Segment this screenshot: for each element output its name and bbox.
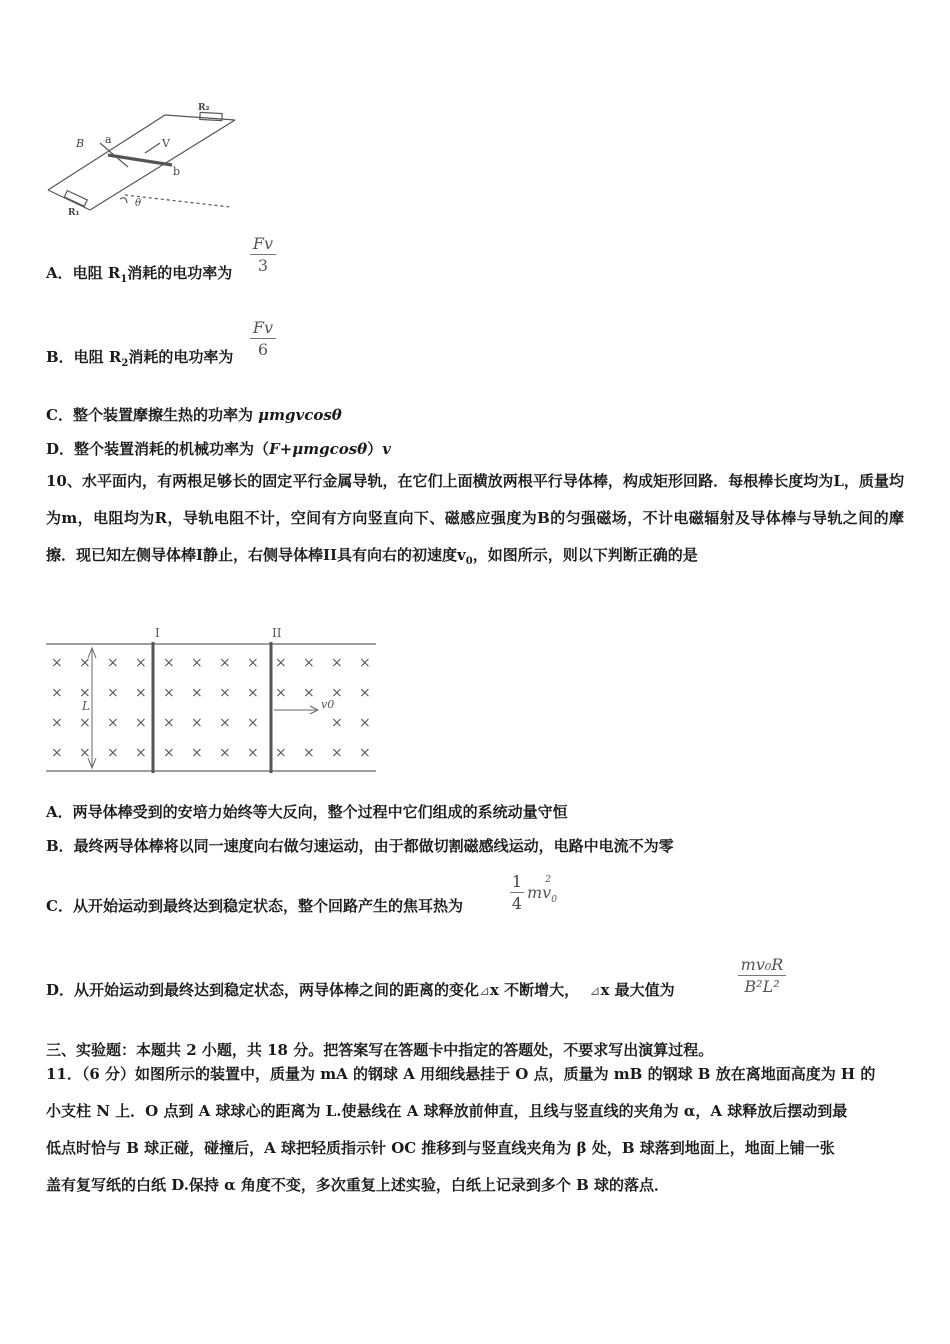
field-cross-mark: ×: [51, 655, 63, 671]
field-cross-mark: ×: [219, 685, 231, 701]
q9-option-a-denominator: 3: [257, 256, 269, 275]
q9-option-c-text: C．整个装置摩擦生热的功率为: [46, 406, 259, 424]
field-cross-mark: ×: [275, 745, 287, 761]
label-b-end: b: [173, 165, 181, 178]
q10-option-d-numerator: mv₀R: [740, 955, 784, 974]
q10-option-d-denominator: B²L²: [744, 977, 780, 996]
q10-option-d-fraction: [738, 955, 786, 996]
field-cross-mark: ×: [135, 655, 147, 671]
label-r2: R₂: [198, 103, 210, 113]
q9-option-c-expr: μmgvcosθ: [258, 406, 342, 424]
field-cross-mark: ×: [219, 655, 231, 671]
q11-line-2: 小支柱 N 上．O 点到 A 球球心的距离为 L.使悬线在 A 球释放前伸直，且线与竖直线的夹角为 α，A 球释放后摆动到最: [46, 1102, 848, 1120]
field-cross-mark: ×: [247, 655, 259, 671]
label-a: a: [105, 133, 112, 146]
field-cross-mark: ×: [191, 745, 203, 761]
q9-option-b: [46, 346, 233, 369]
field-cross-mark: ×: [303, 655, 315, 671]
field-cross-mark: ×: [135, 685, 147, 701]
field-cross-mark: ×: [275, 655, 287, 671]
q9-option-d-text: D．整个装置消耗的机械功率为（: [46, 440, 270, 458]
field-cross-mark: ×: [219, 745, 231, 761]
q9-option-d-close: ）: [367, 440, 383, 458]
field-cross-mark: ×: [247, 745, 259, 761]
field-cross-mark: ×: [135, 745, 147, 761]
field-cross-mark: ×: [331, 685, 343, 701]
q9-option-b-prefix: B．电阻 R: [46, 348, 122, 366]
field-cross-mark: ×: [303, 745, 315, 761]
q10-option-b: B．最终两导体棒将以同一速度向右做匀速运动，由于都做切割磁感线运动，电路中电流不为零: [46, 837, 674, 855]
field-cross-mark: ×: [163, 685, 175, 701]
magnetic-field-rails-diagram: [44, 620, 379, 780]
q9-option-b-denominator: 6: [257, 340, 269, 359]
field-cross-mark: ×: [79, 685, 91, 701]
q10-option-c-numerator: 1: [511, 872, 523, 891]
field-cross-mark: ×: [79, 745, 91, 761]
field-cross-mark: ×: [331, 715, 343, 731]
q9-option-b-suffix: 消耗的电功率为: [128, 348, 234, 366]
field-cross-mark: ×: [359, 745, 371, 761]
q10-option-d-delta2: ⊿: [589, 984, 601, 999]
field-cross-mark: ×: [303, 685, 315, 701]
field-cross-mark: ×: [107, 685, 119, 701]
field-cross-mark: ×: [135, 715, 147, 731]
field-cross-mark: ×: [51, 745, 63, 761]
rod-i-label: I: [155, 626, 160, 640]
q10-option-d-delta1: ⊿: [479, 984, 490, 999]
q10-stem: [46, 463, 904, 580]
q9-option-d-v: v: [382, 440, 391, 458]
q9-option-d: [46, 438, 391, 459]
q10-option-c: [46, 895, 463, 916]
field-cross-mark: ×: [359, 655, 371, 671]
q9-option-a-suffix: 消耗的电功率为: [127, 264, 233, 282]
q10-option-d: [46, 979, 675, 1000]
label-r1: R₁: [68, 208, 80, 218]
field-cross-mark: ×: [191, 715, 203, 731]
q10-option-c-text: C．从开始运动到最终达到稳定状态，整个回路产生的焦耳热为: [46, 897, 463, 915]
field-cross-mark: ×: [359, 685, 371, 701]
field-cross-mark: ×: [163, 655, 175, 671]
q9-option-a-prefix: A．电阻 R: [46, 264, 121, 282]
v0-label: v0: [321, 698, 335, 711]
field-cross-mark: ×: [247, 715, 259, 731]
q11-line-1: 11．（6 分）如图所示的装置中，质量为 mA 的钢球 A 用细线悬挂于 O 点，质量为 mB 的钢球 B 放在离地面高度为 H 的: [46, 1065, 876, 1083]
label-b-field: B: [76, 137, 85, 150]
q9-option-a-sub: 1: [120, 274, 128, 285]
length-l-label: L: [82, 699, 90, 713]
field-cross-mark: ×: [107, 745, 119, 761]
q10-option-d-text: D．从开始运动到最终达到稳定状态，两导体棒之间的距离的变化: [46, 981, 480, 999]
field-cross-mark: ×: [191, 655, 203, 671]
q11-line-4: 盖有复写纸的白纸 D.保持 α 角度不变，多次重复上述实验，白纸上记录到多个 B 球的落点．: [46, 1176, 670, 1194]
q10-option-c-denominator: 4: [511, 894, 523, 913]
section-3-heading: 三、实验题：本题共 2 小题，共 18 分。把答案写在答题卡中指定的答题处，不要求写出演算过程。: [46, 1041, 714, 1059]
rail-incline-diagram: [40, 95, 250, 225]
q10-option-c-sup: 2: [545, 875, 551, 885]
rod-ii-label: II: [272, 626, 282, 640]
q9-option-a-fraction: [250, 234, 276, 275]
q9-option-b-numerator: Fv: [252, 318, 274, 337]
q10-stem-end: ，如图所示，则以下判断正确的是: [472, 546, 698, 564]
field-cross-mark: ×: [107, 655, 119, 671]
q10-stem-sub: 0: [465, 556, 473, 567]
field-cross-mark: ×: [331, 745, 343, 761]
q10-option-c-mv: mv: [527, 883, 552, 902]
q9-option-a-numerator: Fv: [252, 234, 274, 253]
field-cross-mark: ×: [79, 715, 91, 731]
q9-option-b-sub: 2: [121, 358, 129, 369]
q10-option-d-mid1: x 不断增大，: [489, 981, 580, 999]
field-cross-mark: ×: [51, 685, 63, 701]
q9-option-b-fraction: [250, 318, 276, 359]
field-cross-mark: ×: [163, 745, 175, 761]
q10-option-a: A．两导体棒受到的安培力始终等大反向，整个过程中它们组成的系统动量守恒: [46, 803, 568, 821]
field-cross-mark: ×: [191, 685, 203, 701]
field-cross-mark: ×: [107, 715, 119, 731]
label-v: V: [162, 137, 170, 150]
label-theta: θ: [135, 198, 142, 209]
q10-option-d-mid2: x 最大值为: [600, 981, 675, 999]
field-cross-mark: ×: [163, 715, 175, 731]
field-cross-mark: ×: [51, 715, 63, 731]
field-cross-mark: ×: [79, 655, 91, 671]
field-cross-mark: ×: [275, 685, 287, 701]
q10-stem-text: 10、水平面内，有两根足够长的固定平行金属导轨，在它们上面横放两根平行导体棒，构成矩形回路．每根棒长度均为L，质量均为m，电阻均为R，导轨电阻不计，空间有方向竖直向下、磁感应强度为B的匀强磁场，不计电磁辐射及导体棒与导轨之间的摩擦．现已知左侧导体棒I静止，右侧导体棒II具有向右的初速度v: [46, 472, 904, 564]
field-cross-mark: ×: [331, 655, 343, 671]
field-cross-mark: ×: [247, 685, 259, 701]
q10-option-c-expr: [527, 875, 557, 906]
q9-option-d-expr: F+μmgcosθ: [269, 440, 368, 458]
q11-line-3: 低点时恰与 B 球正碰，碰撞后，A 球把轻质指示针 OC 推移到与竖直线夹角为 β 处，B 球落到地面上，地面上铺一张: [46, 1139, 835, 1157]
q10-option-c-sub: 0: [551, 895, 557, 906]
q9-option-a: [46, 262, 232, 285]
field-cross-mark: ×: [219, 715, 231, 731]
q9-option-c: [46, 404, 342, 425]
field-cross-mark: ×: [359, 715, 371, 731]
q10-option-c-fraction: [510, 872, 524, 913]
